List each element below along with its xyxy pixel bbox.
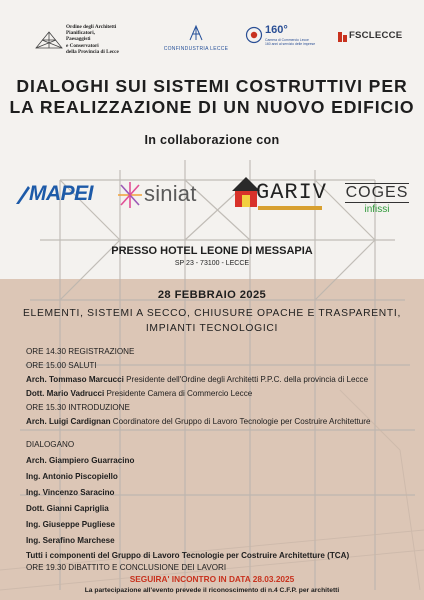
siniat-name: siniat — [144, 181, 197, 206]
cfp-credits-note: La partecipazione all'evento prevede il riconoscimento di n.4 C.F.P. per architetti — [84, 587, 340, 594]
fsc-lecce-name: FSCLECCE — [349, 30, 403, 41]
event-subtitle: ELEMENTI, SISTEMI A SECCO, CHIUSURE OPACHE E TRASPARENTI, IMPIANTI TECNOLOGICI — [22, 308, 402, 334]
program-line: ORE 15.30 INTRODUZIONE — [26, 403, 130, 412]
program-line: ORE 19.30 DIBATTITO E CONCLUSIONE DEI LAVORI — [26, 563, 227, 572]
venue-address: SP 23 - 73100 - LECCE — [174, 260, 250, 267]
program-line: ORE 15.00 SALUTI — [26, 361, 97, 370]
program-line: Tutti i componenti del Gruppo di Lavoro Tecnologie per Costruire Architetture (TCA) — [26, 551, 350, 560]
siniat-logo — [116, 180, 204, 210]
program-line: ORE 14.30 REGISTRAZIONE — [26, 347, 135, 356]
program-line: Dott. Mario Vadrucci Presidente Camera di Commercio Lecce — [26, 389, 253, 398]
next-meeting-notice: SEGUIRA' INCONTRO IN DATA 28.03.2025 — [129, 574, 295, 584]
header-logos — [0, 22, 424, 58]
program-line: Ing. Antonio Piscopiello — [26, 472, 118, 481]
confindustria-name: CONFINDUSTRIA LECCE — [163, 46, 229, 52]
gariv-logo — [232, 175, 328, 215]
fsc-mark-icon — [338, 32, 348, 42]
program-line: Arch. Giampiero Guarracino — [26, 456, 135, 465]
program-line: Ing. Vincenzo Saracino — [26, 488, 115, 497]
venue-name: PRESSO HOTEL LEONE DI MESSAPIA — [111, 245, 313, 257]
event-date: 28 FEBBRAIO 2025 — [157, 289, 267, 301]
coges-tagline: infissi — [364, 204, 390, 215]
gariv-underline — [258, 206, 322, 210]
ordine-architetti-logo — [34, 24, 154, 58]
collaboration-heading: In collaborazione con — [144, 133, 280, 147]
program-line: Ing. Giuseppe Pugliese — [26, 520, 116, 529]
program-line: Dott. Gianni Capriglia — [26, 504, 109, 513]
camera-commercio-logo — [245, 24, 325, 54]
mapei-logo — [14, 182, 100, 208]
confindustria-mark-icon — [188, 24, 204, 42]
camera-anniversary-number: 160° — [265, 24, 288, 36]
mapei-name: MAPEI — [29, 182, 94, 205]
coges-name: COGES — [345, 184, 409, 201]
camera-commercio-mark-icon — [245, 26, 263, 44]
program-line: DIALOGANO — [26, 440, 75, 449]
program-line: Ing. Serafino Marchese — [26, 536, 115, 545]
ordine-architetti-mark-icon — [34, 28, 64, 50]
program-line: Arch. Luigi Cardignan Coordinatore del Gruppo di Lavoro Tecnologie per Costruire Architetture — [26, 417, 371, 426]
ordine-architetti-name: Ordine degli Architetti Pianificatori, Paesaggisti e Conservatori della Provincia di Lecce — [66, 24, 119, 55]
confindustria-logo — [160, 24, 232, 58]
siniat-star-icon — [116, 180, 144, 210]
event-title: DIALOGHI SUI SISTEMI COSTRUTTIVI PER LA REALIZZAZIONE DI UN NUOVO EDIFICIO — [9, 76, 415, 117]
camera-commercio-name: Camera di Commercio Lecce 160 anni al servizio delle imprese — [265, 38, 316, 47]
coges-logo — [345, 183, 409, 223]
fsc-lecce-logo — [338, 30, 408, 46]
program-line: Arch. Tommaso Marcucci Presidente dell'Ordine degli Architetti P.P.C. della provincia di Lecce — [26, 375, 369, 384]
gariv-name: GARIV — [256, 180, 328, 205]
